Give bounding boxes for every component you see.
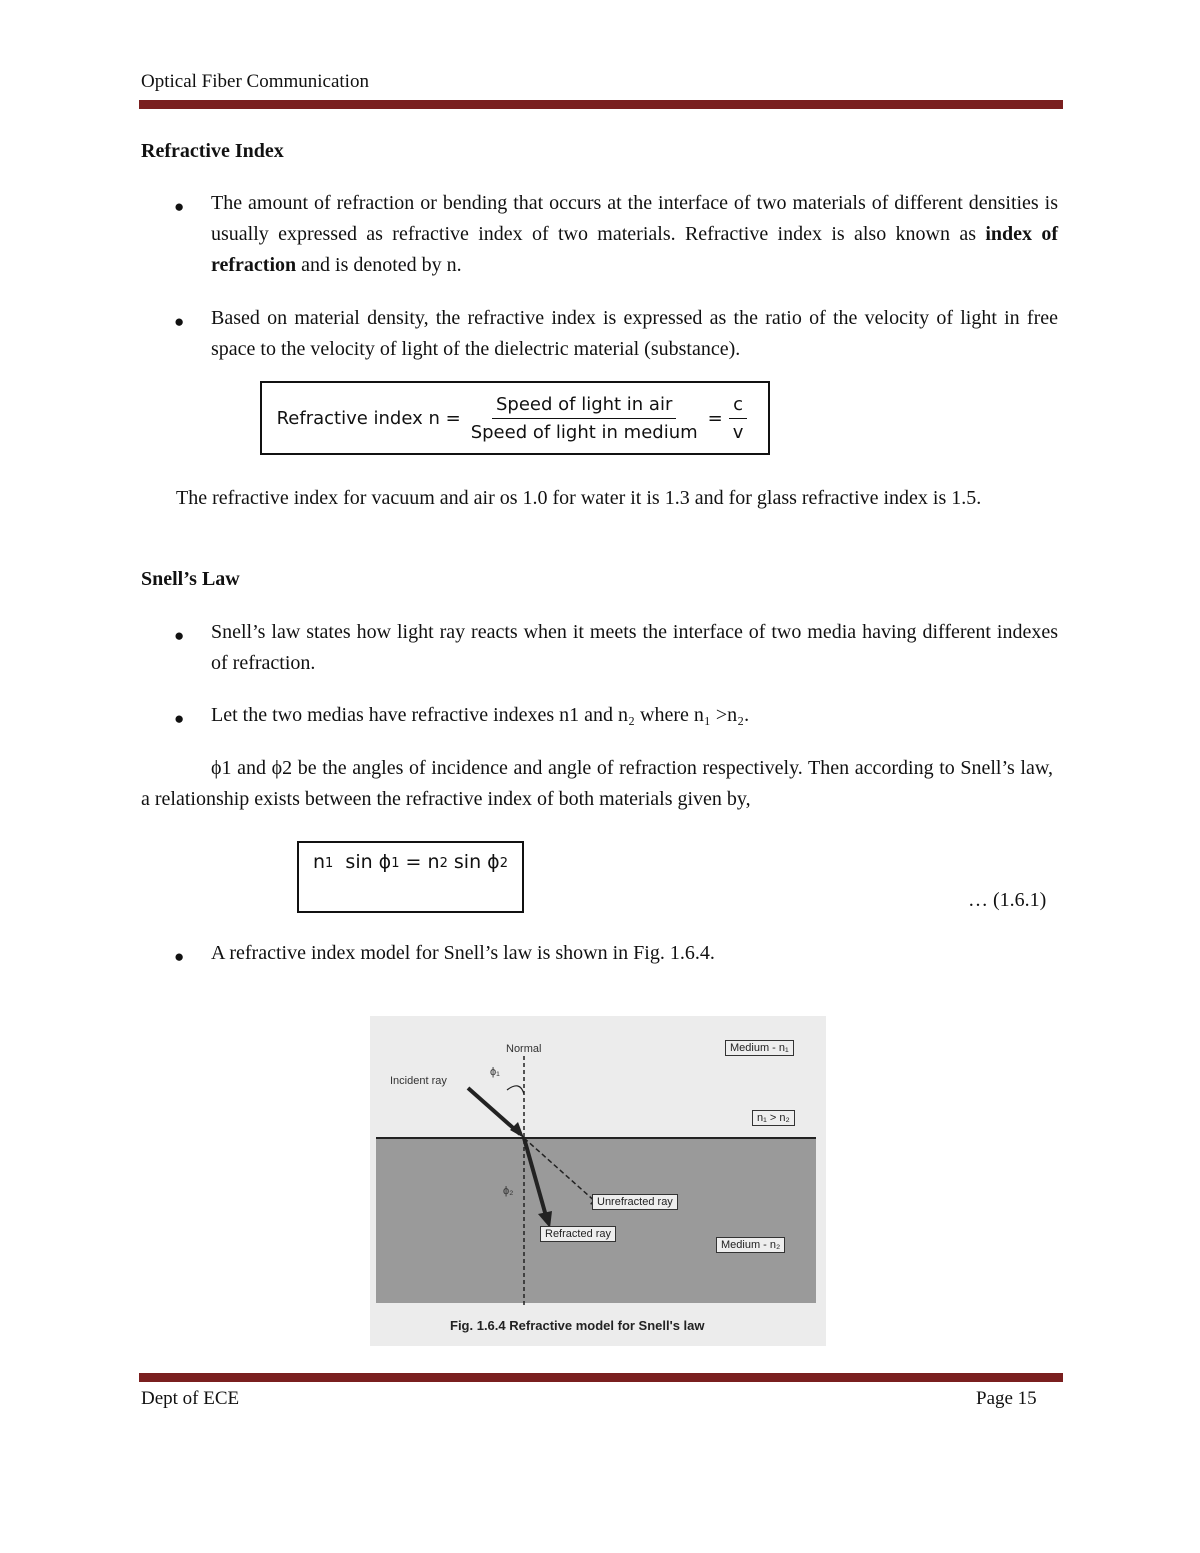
running-header: Optical Fiber Communication — [141, 71, 369, 92]
refractive-index-formula — [260, 381, 770, 455]
figure-label-phi1: ϕ₁ — [490, 1066, 500, 1078]
text-run: The amount of refraction or bending that occurs at the interface of two materials of different densities is usually expressed as refractive index of two materials. Refractive index is also known as — [211, 192, 1058, 245]
formula-n2: n — [427, 851, 440, 873]
formula-numerator: Speed of light in air — [492, 394, 676, 419]
formula-denominator: Speed of light in medium — [470, 421, 698, 443]
figure-label-refracted-ray: Refracted ray — [540, 1226, 616, 1242]
paragraph-two-medias: Let the two medias have refractive indexes n1 and n₂ where n₁ >n₂. — [211, 704, 750, 726]
figure-label-medium2: Medium - n₂ — [716, 1237, 785, 1253]
formula-v: v — [732, 421, 744, 443]
section-heading-refractive-index: Refractive Index — [141, 140, 284, 162]
bullet-icon: ● — [174, 709, 185, 728]
bold-term: index of refraction — [211, 223, 1059, 276]
formula-subscript: 1 — [325, 856, 334, 871]
header-rule — [139, 100, 1063, 109]
paragraph-refractive-values: The refractive index for vacuum and air os 1.0 for water it is 1.3 and for glass refractive index is 1.5. — [176, 487, 982, 509]
formula-c: c — [729, 394, 747, 419]
footer-dept: Dept of ECE — [141, 1388, 240, 1409]
formula-n1: n — [313, 851, 326, 873]
bullet-icon: ● — [174, 947, 185, 966]
formula-subscript: 1 — [391, 856, 400, 871]
figure-caption: Fig. 1.6.4 Refractive model for Snell's law — [450, 1318, 705, 1333]
figure-label-phi2: ϕ₂ — [503, 1185, 514, 1197]
paragraph-velocity-ratio: Based on material density, the refractive index is expressed as the ratio of the velocity of light in free space to the velocity of light of the dielectric material (substance). — [211, 307, 1058, 360]
section-heading-snells-law: Snell’s Law — [141, 568, 240, 590]
formula-subscript: 2 — [439, 856, 448, 871]
figure-diagram — [370, 1016, 826, 1346]
bullet-icon: ● — [174, 197, 185, 216]
paragraph-refraction-definition — [211, 188, 1058, 281]
formula-subscript: 2 — [499, 856, 508, 871]
bullet-icon: ● — [174, 312, 185, 331]
text-run: and is denoted by n. — [296, 254, 462, 276]
snells-law-formula — [297, 841, 524, 913]
equation-number: … (1.6.1) — [968, 889, 1047, 911]
formula-equals: = — [405, 851, 422, 873]
figure-label-unrefracted-ray: Unrefracted ray — [592, 1194, 678, 1210]
bullet-icon: ● — [174, 626, 185, 645]
paragraph-angles: ϕ1 and ϕ2 be the angles of incidence and angle of refraction respectively. Then according to Snell’s law, a relationship exists between the refractive index of both materials given by, — [141, 757, 1053, 810]
formula-sin1: sin ϕ — [345, 851, 392, 873]
paragraph-snells-statement: Snell’s law states how light ray reacts when it meets the interface of two media having different indexes of refraction. — [211, 621, 1058, 674]
figure-label-normal: Normal — [506, 1043, 542, 1055]
formula-equals: = — [707, 407, 723, 429]
figure-label-condition: n₁ > n₂ — [752, 1110, 795, 1126]
figure-label-medium1: Medium - n₁ — [725, 1040, 794, 1056]
footer-rule — [139, 1373, 1063, 1382]
footer-page-number: Page 15 — [976, 1388, 1037, 1409]
formula-fraction-cv — [729, 394, 748, 443]
formula-fraction — [467, 394, 702, 443]
paragraph-figure-reference: A refractive index model for Snell’s law is shown in Fig. 1.6.4. — [211, 942, 715, 964]
formula-lhs: Refractive index n = — [276, 407, 461, 429]
figure-label-incident-ray: Incident ray — [390, 1075, 447, 1087]
formula-sin2: sin ϕ — [453, 851, 500, 873]
figure-snells-model — [370, 1016, 826, 1346]
